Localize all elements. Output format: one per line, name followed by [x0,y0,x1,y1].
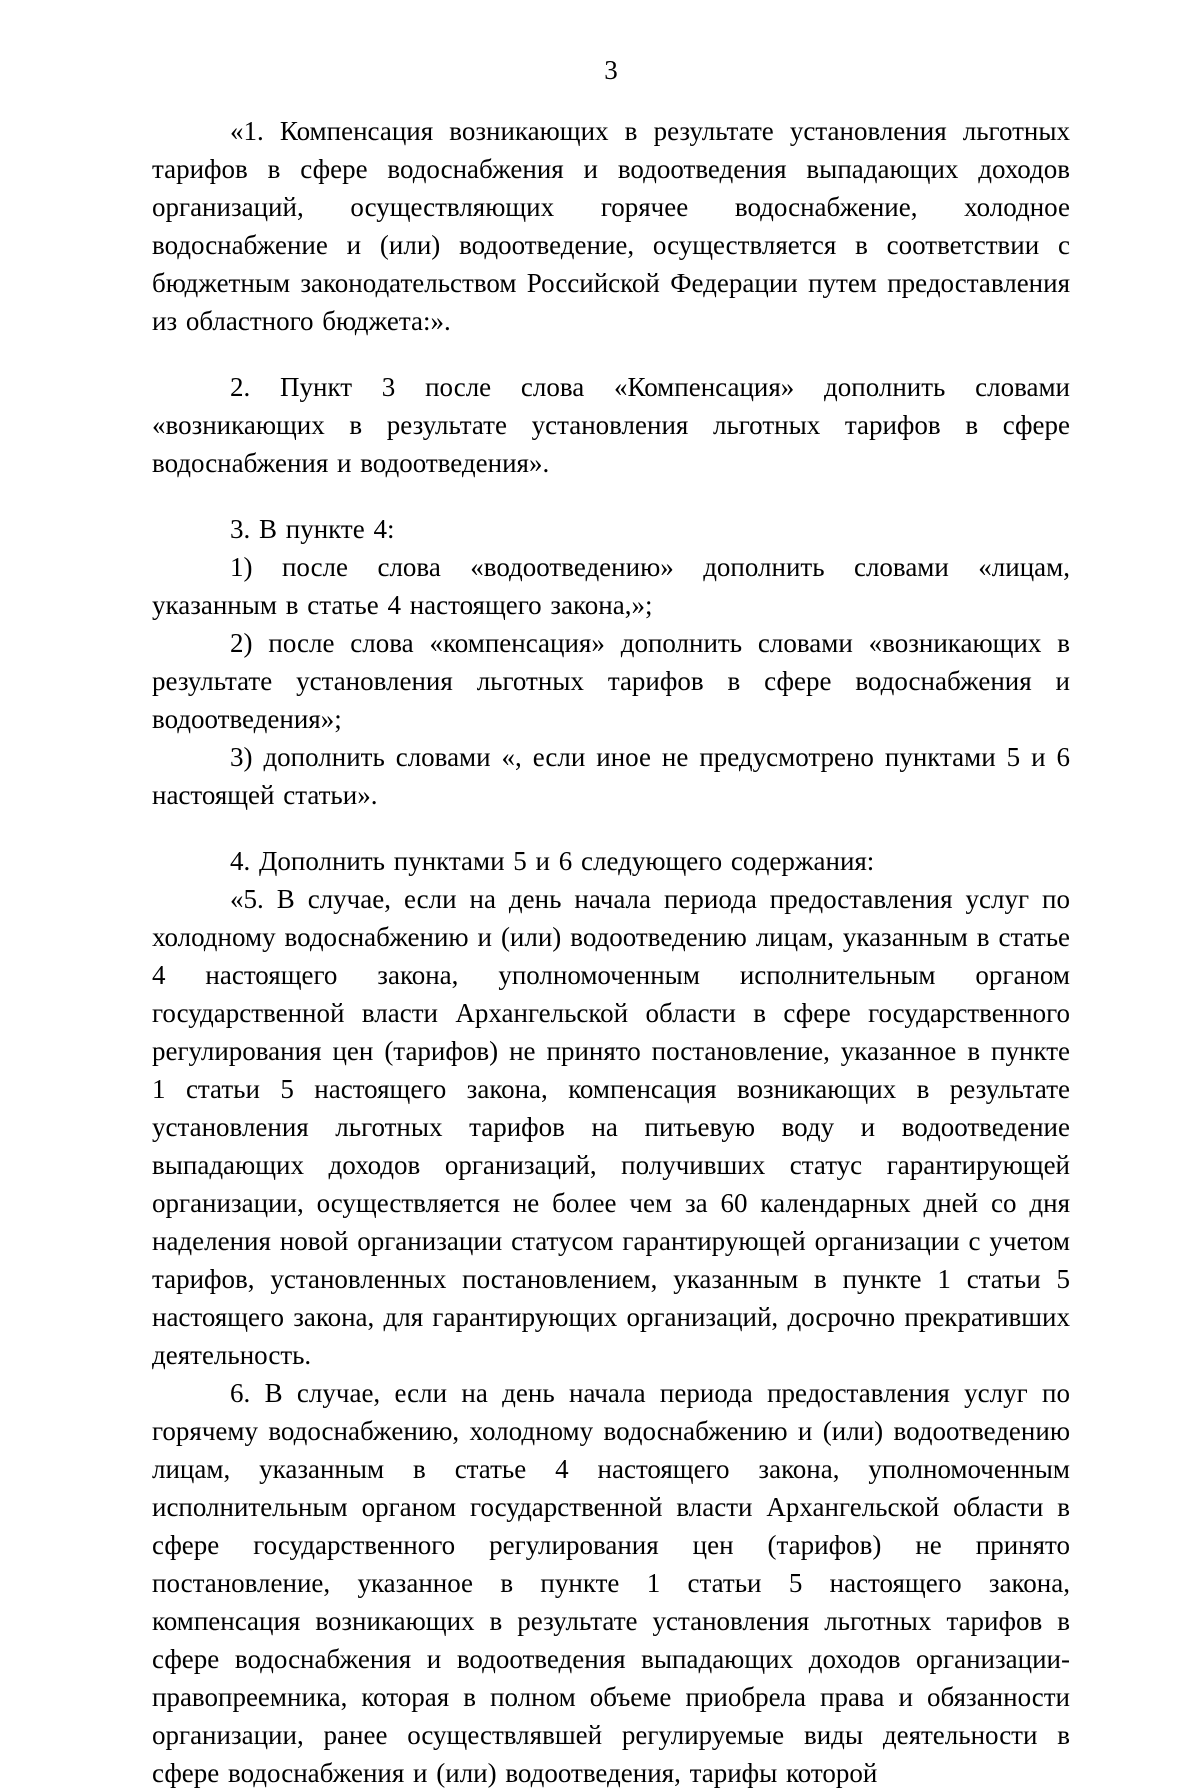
paragraph: «5. В случае, если на день начала периода предоставления услуг по холодному водоснабжению и (или) водоотведению лицам, указанным в статье 4 настоящего закона, уполномоченным исполнительным органом государственной власти Архангельской области в сфере государственного регулирования цен (тарифов) не принято постановление, указанное в пункте 1 статьи 5 настоящего закона, компенсация возникающих в результате установления льготных тарифов на питьевую воду и водоотведение выпадающих доходов организаций, получивших статус гарантирующей организации, осуществляется не более чем за 60 календарных дней со дня наделения новой организации статусом гарантирующей организации с учетом тарифов, установленных постановлением, указанным в пункте 1 статьи 5 настоящего закона, для гарантирующих организаций, досрочно прекративших деятельность. [152,884,1070,1370]
paragraph: 2. Пункт 3 после слова «Компенсация» дополнить словами «возникающих в результате установления льготных тарифов в сфере водоснабжения и водоотведения». [152,372,1070,478]
paragraph: 3) дополнить словами «, если иное не предусмотрено пунктами 5 и 6 настоящей статьи». [152,742,1070,810]
paragraph: «1. Компенсация возникающих в результате установления льготных тарифов в сфере водоснабжения и водоотведения выпадающих доходов организаций, осуществляющих горячее водоснабжение, холодное водоснабжение и (или) водоотведение, осуществляется в соответствии с бюджетным законодательством Российской Федерации путем предоставления из областного бюджета:». [152,116,1070,336]
paragraph: 2) после слова «компенсация» дополнить словами «возникающих в результате установления льготных тарифов в сфере водоснабжения и водоотведения»; [152,628,1070,734]
paragraph: 3. В пункте 4: [230,514,395,544]
page-number [152,54,1070,86]
paragraph: 6. В случае, если на день начала периода предоставления услуг по горячему водоснабжению, холодному водоснабжению и (или) водоотведению лицам, указанным в статье 4 настоящего закона, уполномоченным исполнительным органом государственной власти Архангельской области в сфере государственного регулирования цен (тарифов) не принято постановление, указанное в пункте 1 статьи 5 настоящего закона, компенсация возникающих в результате установления льготных тарифов в сфере водоснабжения и водоотведения выпадающих доходов организации-правопреемника, которая в полном объеме приобрела права и обязанности организации, ранее осуществлявшей регулируемые виды деятельности в сфере водоснабжения и (или) водоотведения, тарифы которой [152,1378,1070,1788]
page-number-value: 3 [604,55,618,85]
paragraph: 4. Дополнить пунктами 5 и 6 следующего содержания: [230,846,875,876]
paragraph: 1) после слова «водоотведению» дополнить словами «лицам, указанным в статье 4 настоящего закона,»; [152,552,1070,620]
